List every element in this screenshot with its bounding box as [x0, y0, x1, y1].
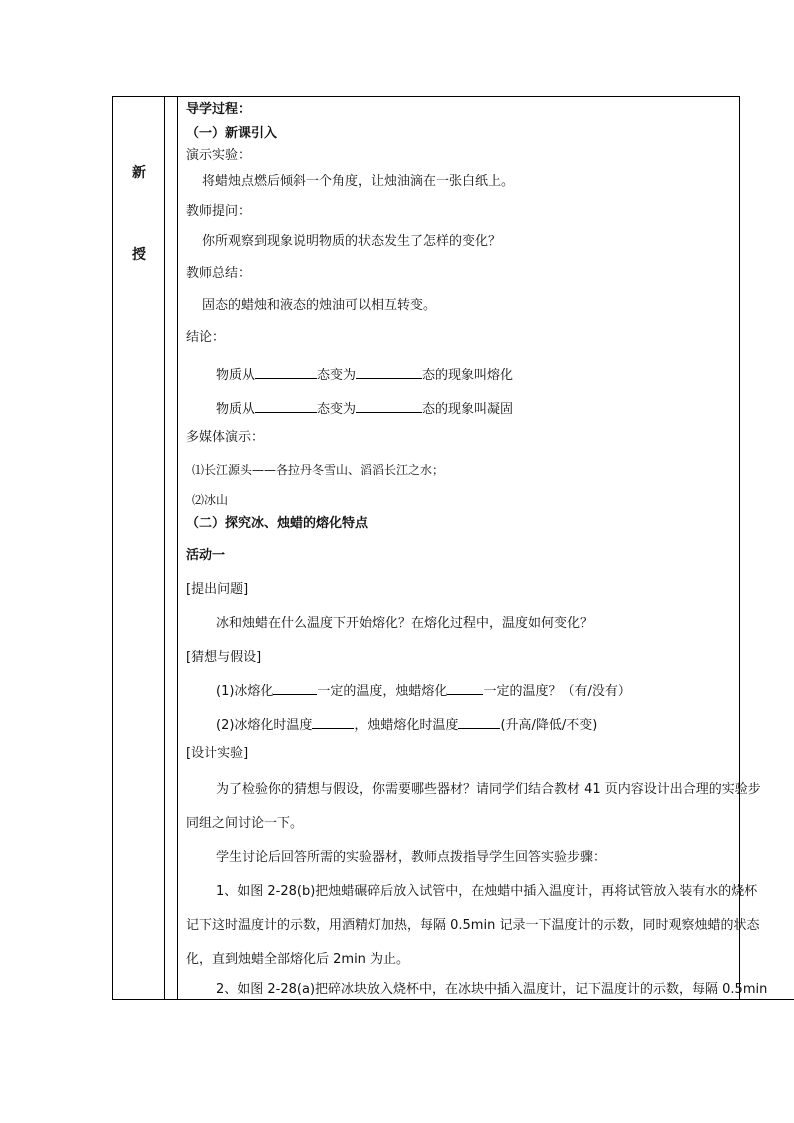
guess-item-2 — [216, 716, 597, 734]
guess-1-blank-1[interactable] — [273, 682, 317, 695]
guide-title: 导学过程： — [186, 102, 252, 117]
teacher-summary-text: 固态的蜡烛和液态的烛油可以相互转变。 — [202, 298, 437, 313]
solidification-blank-2[interactable] — [356, 400, 422, 413]
step-2-line-1: 2、如图 2-28(a)把碎冰块放入烧杯中，在冰块中插入温度计，记下温度计的示数，每隔 0.5min — [216, 982, 768, 997]
media-item-1: ⑴长江源头——各拉丹冬雪山、滔滔长江之水； — [192, 463, 445, 477]
solidification-text-b: 态变为 — [317, 402, 357, 417]
guess-2-text-b: ，烛蜡熔化时温度 — [354, 718, 459, 733]
ask-question-label: [提出问题] — [186, 582, 249, 597]
teacher-question-label: 教师提问： — [186, 204, 252, 219]
guess-2-blank-1[interactable] — [312, 716, 354, 729]
demo-text: 将蜡烛点燃后倾斜一个角度，让烛油滴在一张白纸上。 — [202, 174, 515, 189]
guess-1-text-b: 一定的温度，烛蜡熔化 — [317, 684, 448, 699]
section-1-title: （一）新课引入 — [186, 126, 278, 141]
guess-2-text-c: (升高/降低/不变) — [500, 718, 598, 733]
section-label-char-1: 新 — [132, 165, 146, 181]
ask-question-text: 冰和烛蜡在什么温度下开始熔化？在熔化过程中，温度如何变化？ — [216, 616, 594, 631]
activity-1-title: 活动一 — [186, 548, 226, 563]
teacher-question-text: 你所观察到现象说明物质的状态发生了怎样的变化？ — [202, 234, 502, 249]
section-label-char-2: 授 — [132, 247, 146, 263]
media-label: 多媒体演示： — [186, 430, 265, 445]
design-text-line-2: 同组之间讨论一下。 — [186, 816, 304, 831]
step-1-line-2: 记下这时温度计的示数，用酒精灯加热，每隔 0.5min 记录一下温度计的示数，同时观察烛蜡的状态 — [186, 918, 760, 933]
solidification-text-a: 物质从 — [216, 402, 256, 417]
guess-item-1 — [216, 682, 631, 700]
guess-2-blank-2[interactable] — [458, 716, 500, 729]
section-label-column — [112, 96, 164, 1000]
melting-definition — [216, 366, 513, 384]
melting-blank-2[interactable] — [356, 366, 422, 379]
step-1-line-1: 1、如图 2-28(b)把烛蜡碾碎后放入试管中，在烛蜡中插入温度计，再将试管放入装有水的烧杯 — [216, 884, 758, 899]
step-1-line-3: 化，直到烛蜡全部熔化后 2min 为止。 — [186, 952, 410, 967]
lesson-content — [186, 96, 794, 1000]
melting-text-a: 物质从 — [216, 368, 256, 383]
teacher-summary-label: 教师总结： — [186, 266, 252, 281]
table-column-divider-2 — [177, 96, 178, 1000]
melting-text-c: 态的现象叫熔化 — [422, 368, 514, 383]
design-text-line-1: 为了检验你的猜想与假设，你需要哪些器材？请同学们结合教材 41 页内容设计出合理的实验步 — [216, 782, 761, 797]
discussion-text: 学生讨论后回答所需的实验器材，教师点拨指导学生回答实验步骤： — [216, 850, 607, 865]
solidification-definition — [216, 400, 513, 418]
guess-1-text-c: 一定的温度？（有/没有） — [483, 684, 631, 699]
guess-2-text-a: (2)冰熔化时温度 — [216, 718, 313, 733]
section-2-title: （二）探究冰、烛蜡的熔化特点 — [186, 516, 369, 531]
solidification-blank-1[interactable] — [255, 400, 317, 413]
guess-1-blank-2[interactable] — [447, 682, 483, 695]
conclusion-label: 结论： — [186, 330, 226, 345]
melting-blank-1[interactable] — [255, 366, 317, 379]
demo-label: 演示实验： — [186, 148, 252, 163]
media-item-2: ⑵冰山 — [192, 493, 229, 507]
guess-label: [猜想与假设] — [186, 650, 262, 665]
design-label: [设计实验] — [186, 746, 249, 761]
melting-text-b: 态变为 — [317, 368, 357, 383]
solidification-text-c: 态的现象叫凝固 — [422, 402, 514, 417]
guess-1-text-a: (1)冰熔化 — [216, 684, 274, 699]
table-column-divider-1 — [164, 96, 165, 1000]
